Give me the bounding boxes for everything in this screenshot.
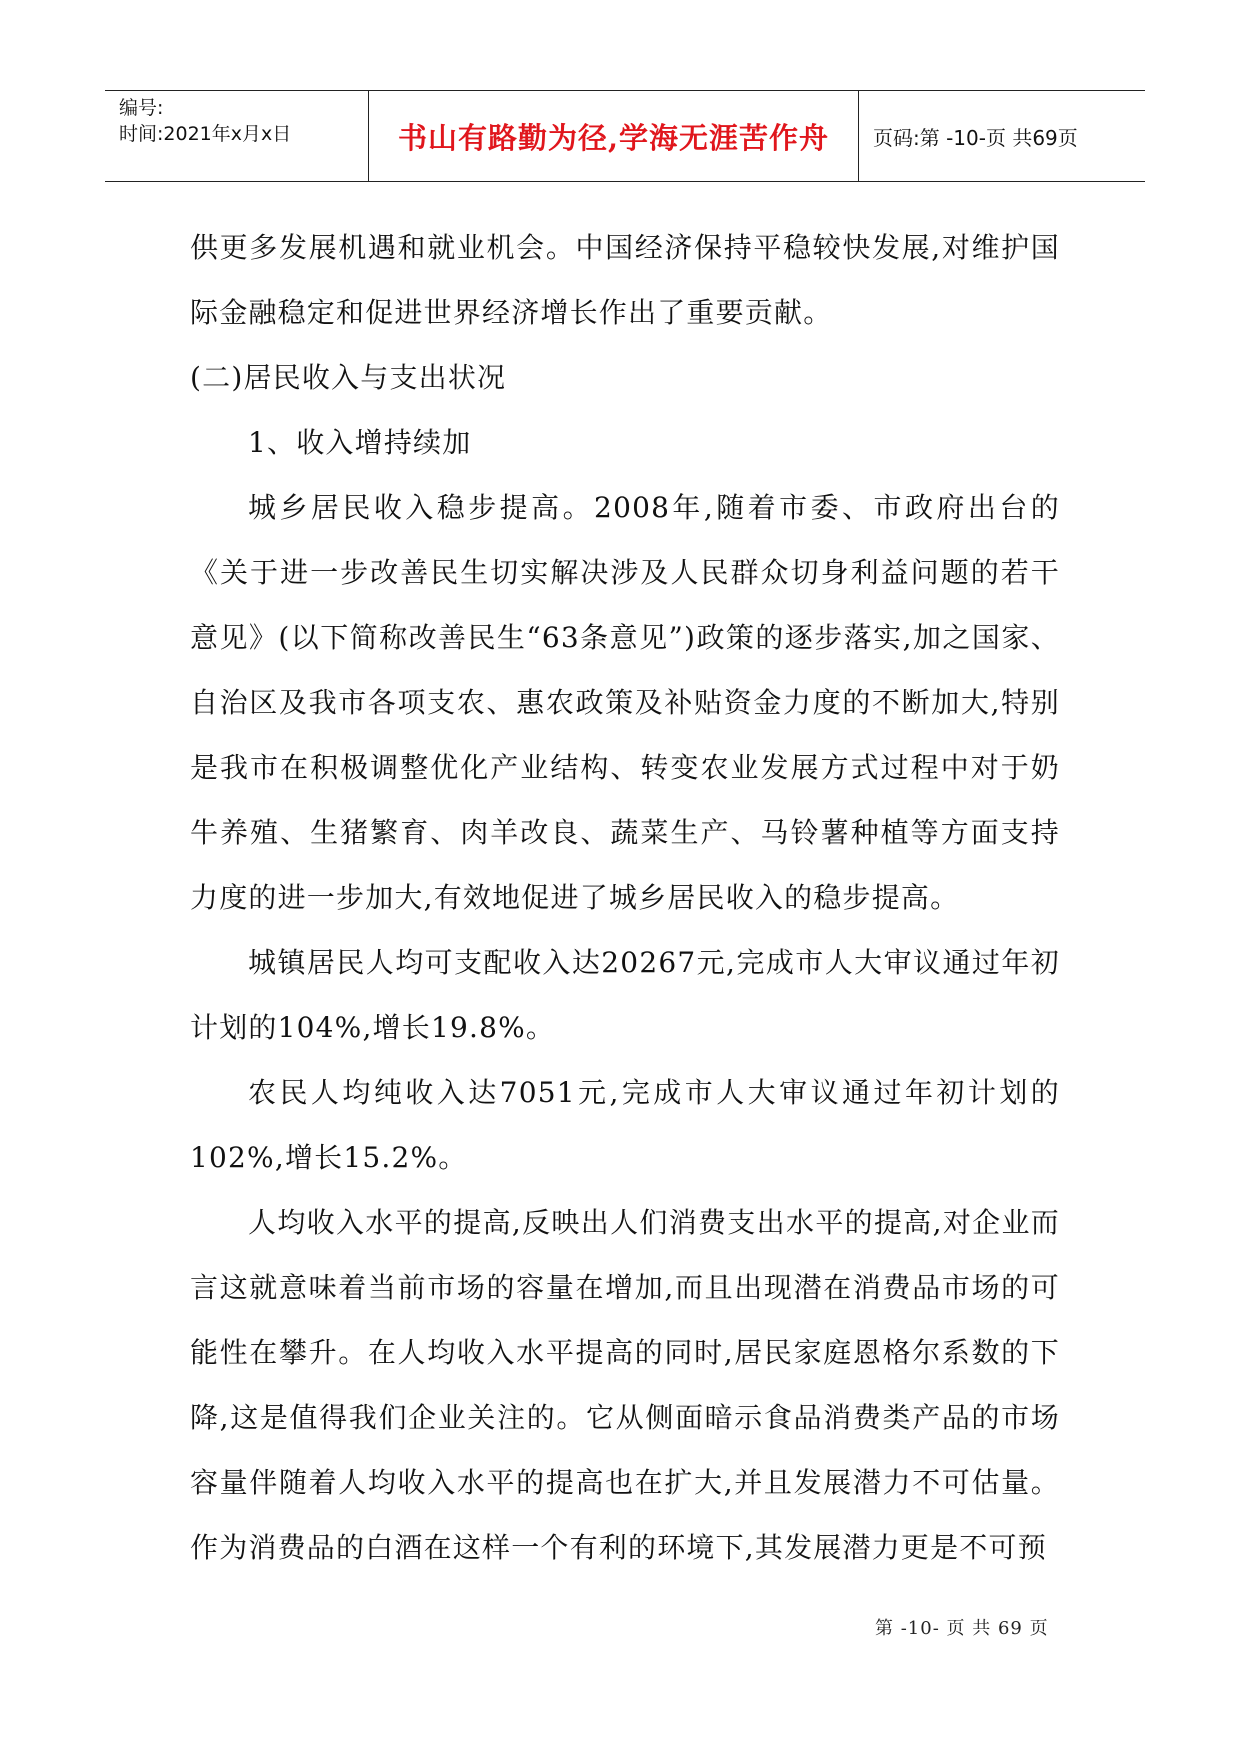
paragraph: 城镇居民人均可支配收入达20267元,完成市人大审议通过年初计划的104%,增长19.8%。 [190,946,1060,1044]
page-header [105,90,1145,182]
header-page-number: 页码:第 -10-页 共69页 [873,125,1078,150]
page-footer: 第 -10- 页 共 69 页 [875,1618,1049,1639]
subsection-heading: 1、收入增持续加 [248,426,472,459]
paragraph-continuation: 供更多发展机遇和就业机会。中国经济保持平稳较快发展,对维护国际金融稳定和促进世界经济增长作出了重要贡献。 [190,231,1060,329]
paragraph: 城乡居民收入稳步提高。2008年,随着市委、市政府出台的《关于进一步改善民生切实解决涉及人民群众切身利益问题的若干意见》(以下简称改善民生“63条意见”)政策的逐步落实,加之国家、自治区及我市各项支农、惠农政策及补贴资金力度的不断加大,特别是我市在积极调整优化产业结构、转变农业发展方式过程中对于奶牛养殖、生猪繁育、肉羊改良、蔬菜生产、马铃薯种植等方面支持力度的进一步加大,有效地促进了城乡居民收入的稳步提高。 [190,491,1060,914]
section-heading: (二)居民收入与支出状况 [190,361,507,394]
document-time-label: 时间:2021年x月x日 [119,123,292,145]
document-number-label: 编号: [119,97,164,119]
document-body [190,215,1060,1580]
paragraph: 人均收入水平的提高,反映出人们消费支出水平的提高,对企业而言这就意味着当前市场的容量在增加,而且出现潜在消费品市场的可能性在攀升。在人均收入水平提高的同时,居民家庭恩格尔系数的下降,这是值得我们企业关注的。它从侧面暗示食品消费类产品的市场容量伴随着人均收入水平的提高也在扩大,并且发展潜力不可估量。作为消费品的白酒在这样一个有利的环境下,其发展潜力更是不可预 [190,1206,1060,1564]
paragraph: 农民人均纯收入达7051元,完成市人大审议通过年初计划的102%,增长15.2%。 [190,1076,1060,1174]
header-motto: 书山有路勤为径,学海无涯苦作舟 [369,91,859,181]
header-meta [105,91,369,181]
